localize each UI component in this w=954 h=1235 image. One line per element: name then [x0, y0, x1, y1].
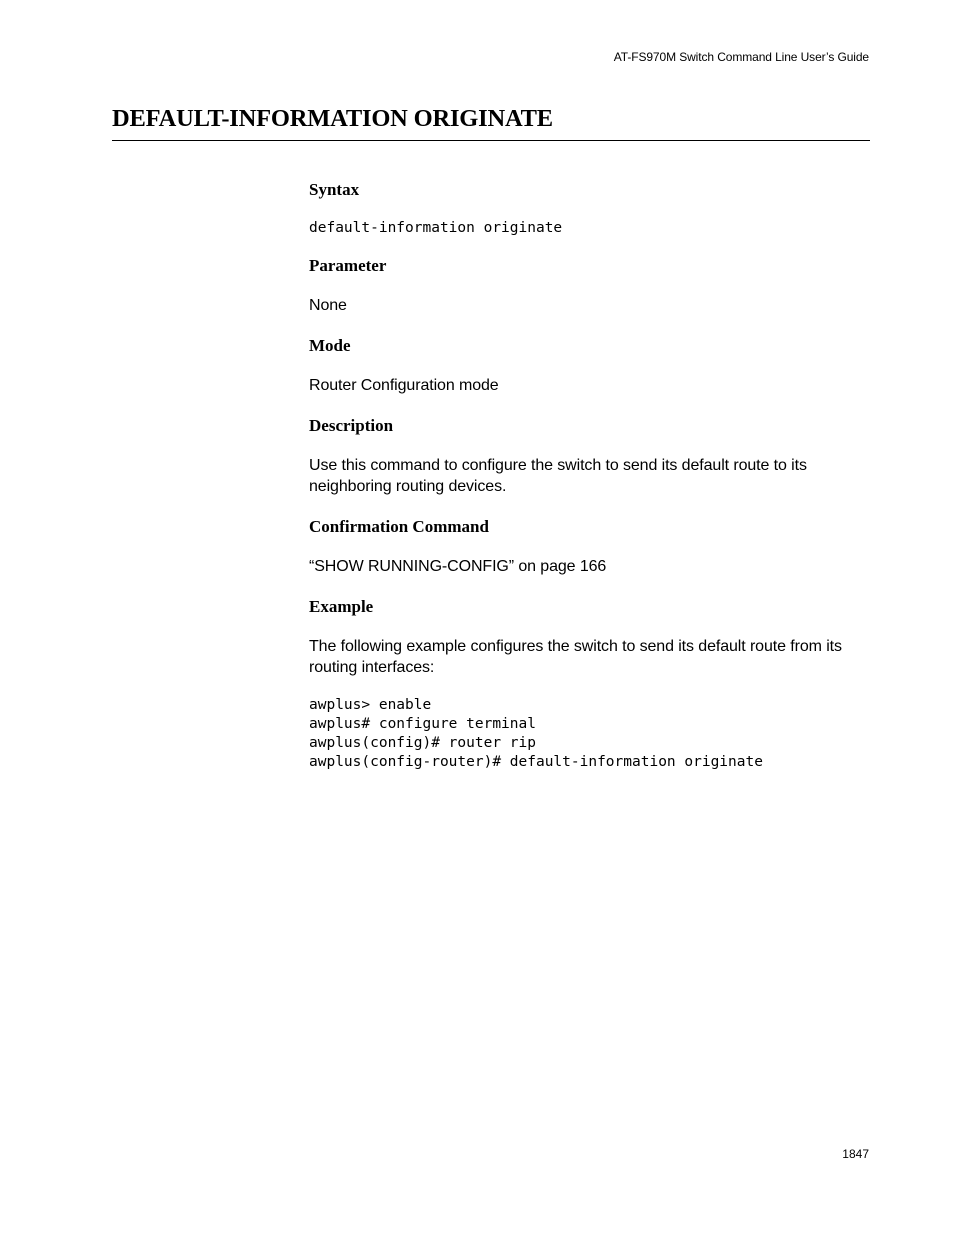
running-header: AT-FS970M Switch Command Line User’s Guide [613, 50, 869, 64]
description-heading: Description [309, 416, 394, 435]
example-code-block [309, 696, 874, 772]
description-section [309, 416, 874, 497]
mode-section [309, 336, 874, 396]
page-content [309, 180, 874, 772]
confirmation-heading: Confirmation Command [309, 517, 489, 536]
syntax-code: default-information originate [309, 220, 563, 236]
page-title: DEFAULT-INFORMATION ORIGINATE [112, 105, 553, 132]
mode-heading: Mode [309, 336, 351, 355]
example-code-line: awplus> enable [309, 697, 432, 713]
example-heading: Example [309, 597, 374, 616]
syntax-heading: Syntax [309, 180, 360, 199]
parameter-section [309, 256, 874, 316]
parameter-heading: Parameter [309, 256, 387, 275]
example-text: The following example configures the switch to send its default route from its routing interfaces: [309, 638, 842, 676]
title-divider [112, 140, 870, 141]
page-number: 1847 [842, 1147, 869, 1161]
syntax-section [309, 180, 874, 238]
confirmation-section [309, 517, 874, 577]
mode-text: Router Configuration mode [309, 377, 499, 394]
example-code-line: awplus(config)# router rip [309, 735, 536, 751]
example-code-line: awplus(config-router)# default-information originate [309, 754, 763, 770]
description-text: Use this command to configure the switch to send its default route to its neighboring routing devices. [309, 457, 807, 495]
confirmation-link[interactable]: “SHOW RUNNING-CONFIG” on page 166 [309, 558, 607, 575]
example-code-line: awplus# configure terminal [309, 716, 536, 732]
example-section [309, 597, 874, 772]
parameter-text: None [309, 297, 347, 314]
